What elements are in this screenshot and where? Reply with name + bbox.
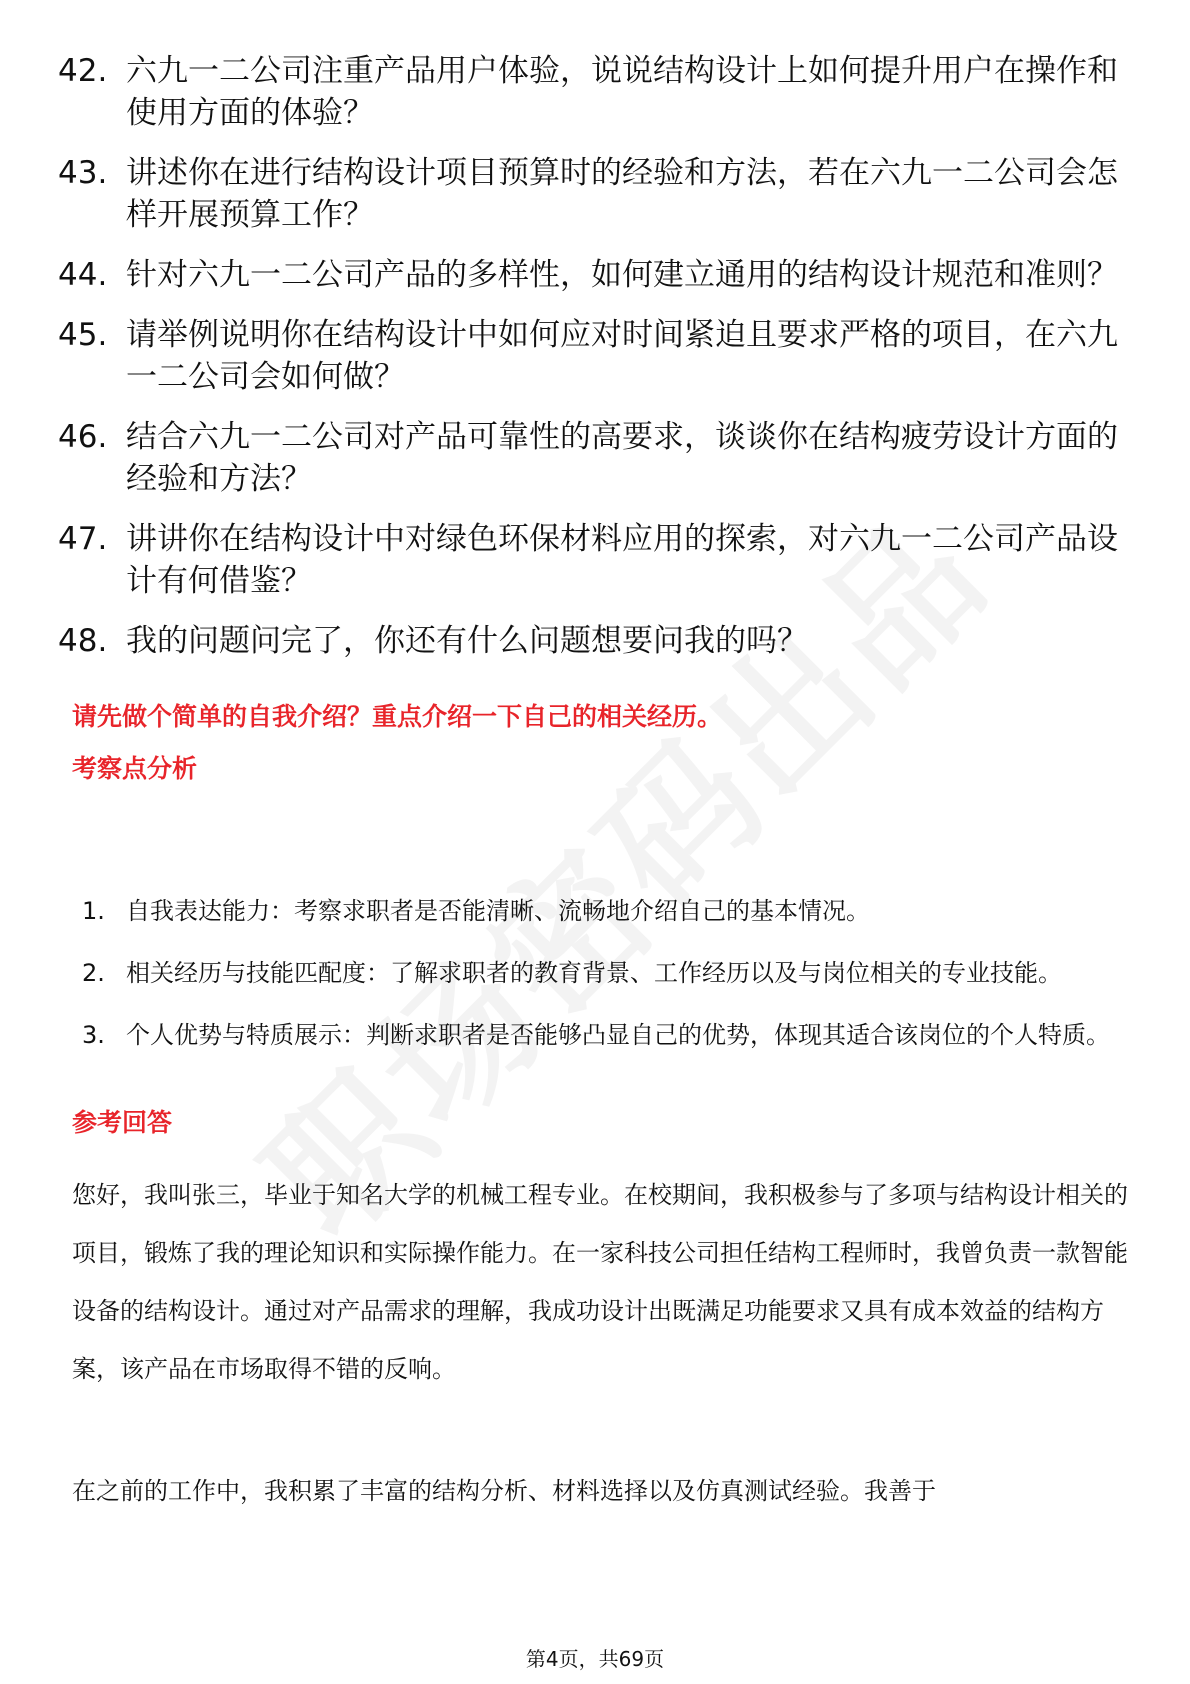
analysis-text: 自我表达能力：考察求职者是否能清晰、流畅地介绍自己的基本情况。 <box>126 897 870 925</box>
analysis-heading: 考察点分析 <box>72 754 198 783</box>
analysis-number: 1. <box>82 897 105 925</box>
question-item-45 <box>58 314 1128 398</box>
analysis-text: 个人优势与特质展示：判断求职者是否能够凸显自己的优势，体现其适合该岗位的个人特质。 <box>126 1021 1110 1049</box>
question-list <box>58 50 1128 680</box>
answer-heading: 参考回答 <box>72 1108 173 1137</box>
question-text: 结合六九一二公司对产品可靠性的高要求，谈谈你在结构疲劳设计方面的经验和方法？ <box>126 419 1118 497</box>
answer-paragraph: 在之前的工作中，我积累了丰富的结构分析、材料选择以及仿真测试经验。我善于 <box>72 1477 936 1505</box>
question-text: 请举例说明你在结构设计中如何应对时间紧迫且要求严格的项目，在六九一二公司会如何做？ <box>126 317 1118 395</box>
answer-paragraph: 您好，我叫张三，毕业于知名大学的机械工程专业。在校期间，我积极参与了多项与结构设计相关的项目，锻炼了我的理论知识和实际操作能力。在一家科技公司担任结构工程师时，我曾负责一款智能设备的结构设计。通过对产品需求的理解，我成功设计出既满足功能要求又具有成本效益的结构方案，该产品在市场取得不错的反响。 <box>72 1181 1128 1383</box>
question-item-47 <box>58 518 1128 602</box>
question-number: 42. <box>58 53 108 89</box>
question-item-46 <box>58 416 1128 500</box>
question-text: 讲述你在进行结构设计项目预算时的经验和方法，若在六九一二公司会怎样开展预算工作？ <box>126 155 1118 233</box>
question-item-44 <box>58 254 1128 296</box>
question-text: 针对六九一二公司产品的多样性，如何建立通用的结构设计规范和准则？ <box>126 257 1118 293</box>
question-number: 46. <box>58 419 108 455</box>
question-text: 讲讲你在结构设计中对绿色环保材料应用的探索，对六九一二公司产品设计有何借鉴？ <box>126 521 1118 599</box>
question-number: 48. <box>58 623 108 659</box>
interview-question-title: 请先做个简单的自我介绍？重点介绍一下自己的相关经历。 <box>72 702 723 731</box>
analysis-item <box>82 1006 1132 1064</box>
analysis-item <box>82 882 1132 940</box>
question-number: 44. <box>58 257 108 293</box>
analysis-list <box>82 882 1132 1068</box>
analysis-item <box>82 944 1132 1002</box>
question-text: 六九一二公司注重产品用户体验，说说结构设计上如何提升用户在操作和使用方面的体验？ <box>126 53 1118 131</box>
analysis-text: 相关经历与技能匹配度：了解求职者的教育背景、工作经历以及与岗位相关的专业技能。 <box>126 959 1062 987</box>
question-number: 45. <box>58 317 108 353</box>
page-footer: 第4页，共69页 <box>525 1647 665 1671</box>
question-number: 47. <box>58 521 108 557</box>
question-text: 我的问题问完了，你还有什么问题想要问我的吗？ <box>126 623 808 659</box>
question-item-43 <box>58 152 1128 236</box>
analysis-number: 2. <box>82 959 105 987</box>
question-item-42 <box>58 50 1128 134</box>
question-number: 43. <box>58 155 108 191</box>
question-item-48 <box>58 620 1128 662</box>
analysis-number: 3. <box>82 1021 105 1049</box>
